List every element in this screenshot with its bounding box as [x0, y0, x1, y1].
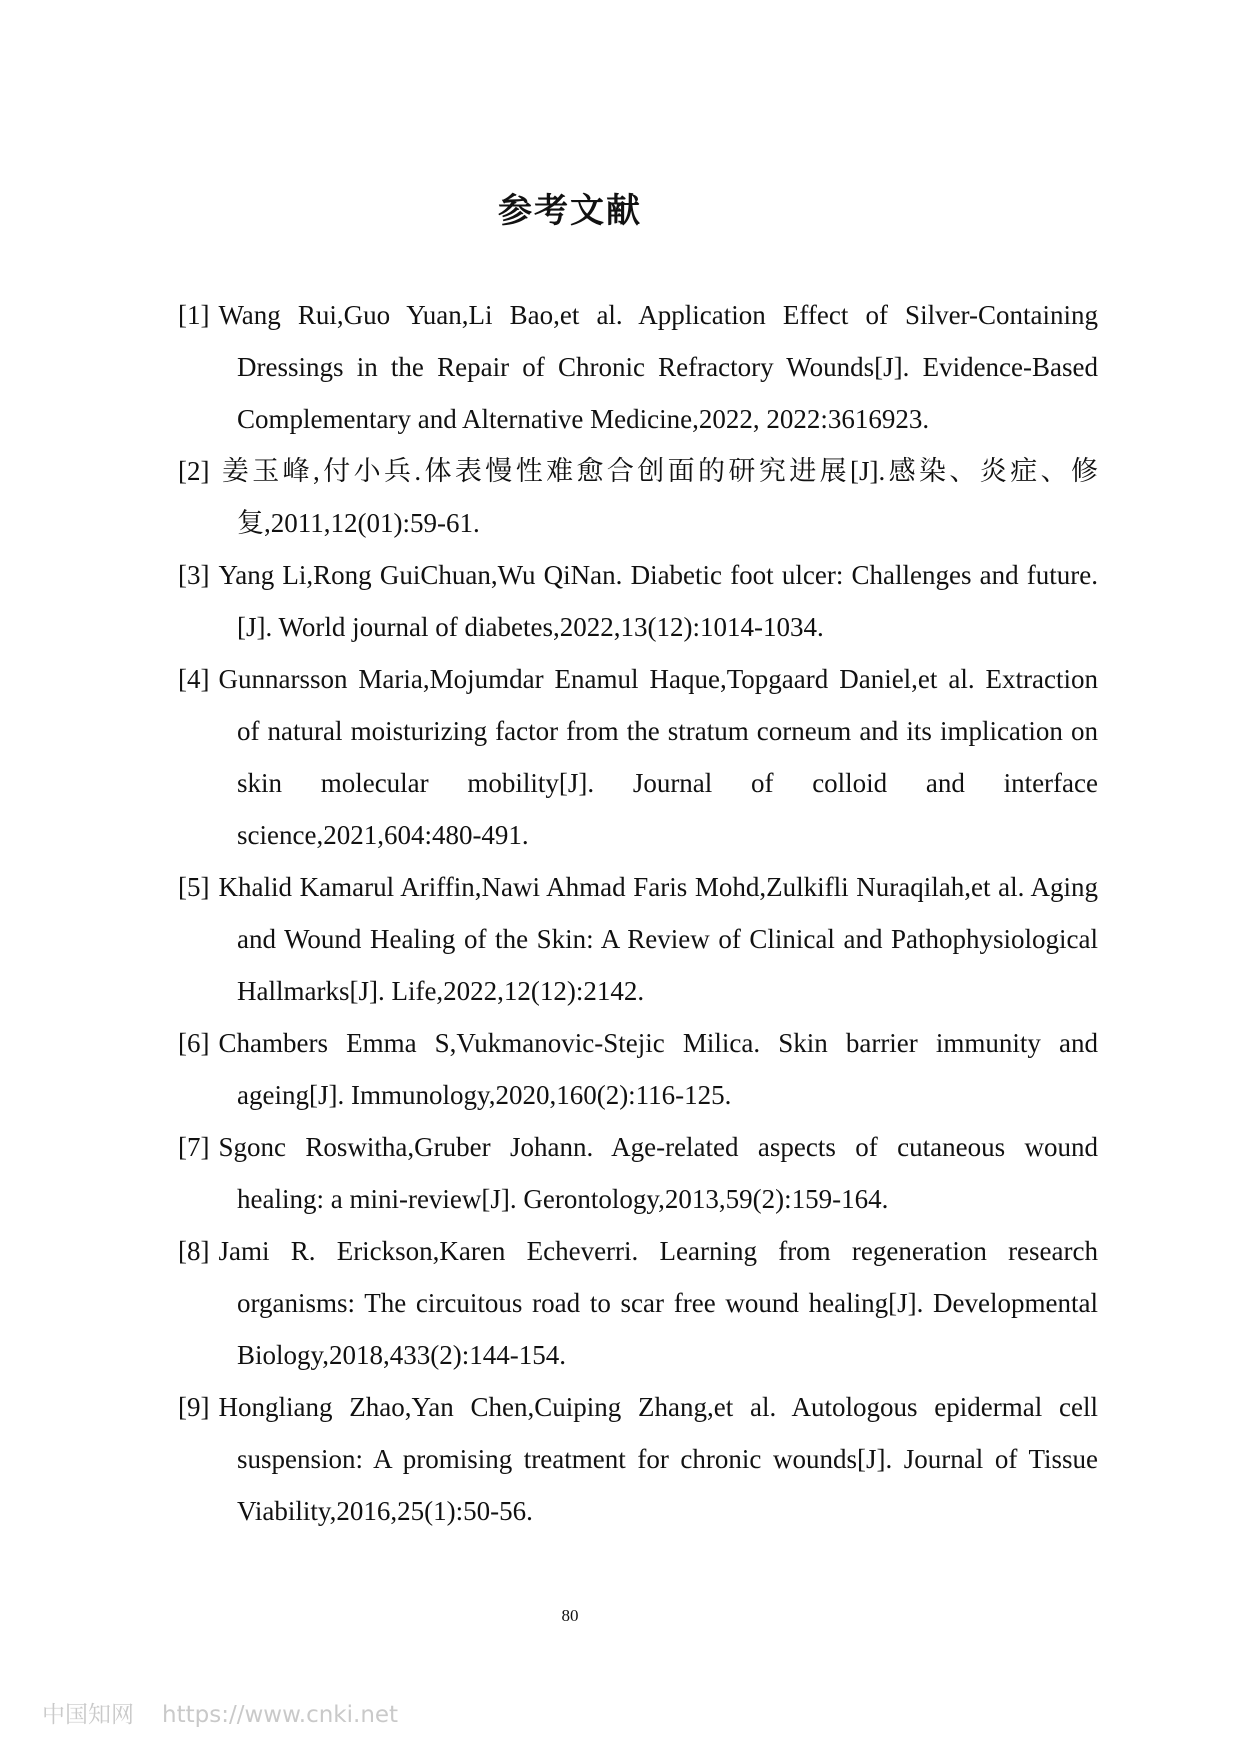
reference-number: [3] — [178, 560, 210, 590]
reference-number: [8] — [178, 1236, 210, 1266]
cnki-watermark — [42, 1696, 398, 1729]
reference-text: Hongliang Zhao,Yan Chen,Cuiping Zhang,et al. Autologous epidermal cell suspension: A promising treatment for chronic wounds[J]. Journal of Tissue Viability,2016,25(1):50-56. — [218, 1392, 1098, 1526]
reference-list — [178, 289, 1098, 1537]
reference-item — [178, 1017, 1098, 1121]
watermark-url: https://www.cnki.net — [162, 1702, 399, 1728]
reference-number: [2] — [178, 456, 210, 486]
page-number: 80 — [561, 1606, 579, 1625]
reference-number: [7] — [178, 1132, 210, 1162]
reference-number: [1] — [178, 300, 210, 330]
reference-item — [178, 289, 1098, 445]
reference-text: Chambers Emma S,Vukmanovic-Stejic Milica. Skin barrier immunity and ageing[J]. Immunology,2020,160(2):116-125. — [218, 1028, 1098, 1110]
reference-number: [5] — [178, 872, 210, 902]
reference-text: Sgonc Roswitha,Gruber Johann. Age-related aspects of cutaneous wound healing: a mini-review[J]. Gerontology,2013,59(2):159-164. — [218, 1132, 1098, 1214]
page-title: 参考文献 — [498, 191, 642, 231]
reference-text: Yang Li,Rong GuiChuan,Wu QiNan. Diabetic foot ulcer: Challenges and future.[J]. World journal of diabetes,2022,13(12):1014-1034. — [218, 560, 1098, 642]
reference-item — [178, 1381, 1098, 1537]
reference-text: Wang Rui,Guo Yuan,Li Bao,et al. Application Effect of Silver-Containing Dressings in the Repair of Chronic Refractory Wounds[J]. Evidence-Based Complementary and Alternative Medicine,2022, 2022:3616923. — [218, 300, 1098, 434]
reference-text: 姜玉峰,付小兵.体表慢性难愈合创面的研究进展[J].感染、炎症、修复,2011,12(01):59-61. — [218, 456, 1098, 538]
reference-item — [178, 1225, 1098, 1381]
reference-text: Jami R. Erickson,Karen Echeverri. Learning from regeneration research organisms: The circuitous road to scar free wound healing[J]. Developmental Biology,2018,433(2):144-154. — [218, 1236, 1098, 1370]
watermark-name: 中国知网 — [42, 1702, 134, 1728]
reference-item — [178, 445, 1098, 549]
reference-item — [178, 1121, 1098, 1225]
reference-item — [178, 653, 1098, 861]
reference-item — [178, 861, 1098, 1017]
reference-number: [9] — [178, 1392, 210, 1422]
reference-number: [6] — [178, 1028, 210, 1058]
reference-number: [4] — [178, 664, 210, 694]
reference-text: Khalid Kamarul Ariffin,Nawi Ahmad Faris Mohd,Zulkifli Nuraqilah,et al. Aging and Wound Healing of the Skin: A Review of Clinical and Pathophysiological Hallmarks[J]. Life,2022,12(12):2142. — [218, 872, 1098, 1006]
reference-item — [178, 549, 1098, 653]
reference-text: Gunnarsson Maria,Mojumdar Enamul Haque,Topgaard Daniel,et al. Extraction of natural moisturizing factor from the stratum corneum and its implication on skin molecular mobility[J]. Journal of colloid and interface science,2021,604:480-491. — [218, 664, 1098, 850]
